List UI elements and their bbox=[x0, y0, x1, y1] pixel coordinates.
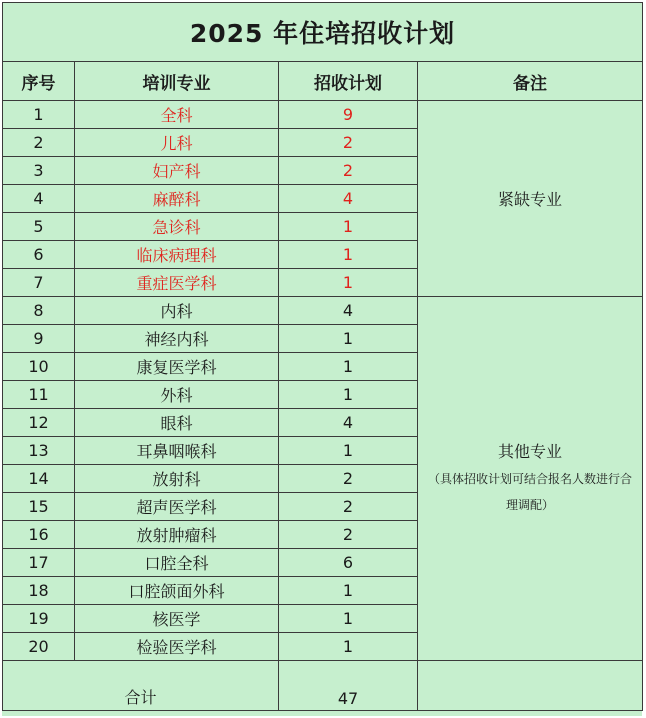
row-seq: 16 bbox=[3, 521, 75, 549]
note-other-majors bbox=[418, 297, 643, 661]
row-plan: 1 bbox=[279, 437, 418, 465]
row-plan: 1 bbox=[279, 633, 418, 661]
row-major: 放射科 bbox=[75, 465, 279, 493]
row-major: 核医学 bbox=[75, 605, 279, 633]
row-seq: 4 bbox=[3, 185, 75, 213]
row-seq: 5 bbox=[3, 213, 75, 241]
total-row bbox=[3, 661, 643, 711]
row-plan: 1 bbox=[279, 241, 418, 269]
row-seq: 14 bbox=[3, 465, 75, 493]
row-major: 内科 bbox=[75, 297, 279, 325]
row-major: 急诊科 bbox=[75, 213, 279, 241]
total-value: 47 bbox=[279, 661, 418, 711]
row-plan: 4 bbox=[279, 185, 418, 213]
header-note: 备注 bbox=[418, 62, 643, 101]
row-plan: 2 bbox=[279, 129, 418, 157]
row-major: 康复医学科 bbox=[75, 353, 279, 381]
row-major: 全科 bbox=[75, 101, 279, 129]
row-major: 眼科 bbox=[75, 409, 279, 437]
row-plan: 1 bbox=[279, 213, 418, 241]
row-seq: 15 bbox=[3, 493, 75, 521]
row-plan: 1 bbox=[279, 577, 418, 605]
row-plan: 2 bbox=[279, 157, 418, 185]
row-plan: 2 bbox=[279, 465, 418, 493]
note-label: 紧缺专业 bbox=[498, 190, 563, 209]
row-major: 检验医学科 bbox=[75, 633, 279, 661]
row-plan: 1 bbox=[279, 325, 418, 353]
row-plan: 6 bbox=[279, 549, 418, 577]
row-seq: 1 bbox=[3, 101, 75, 129]
header-seq: 序号 bbox=[3, 62, 75, 101]
header-plan: 招收计划 bbox=[279, 62, 418, 101]
row-major: 口腔全科 bbox=[75, 549, 279, 577]
row-major: 重症医学科 bbox=[75, 269, 279, 297]
row-seq: 7 bbox=[3, 269, 75, 297]
table-row bbox=[3, 297, 643, 325]
row-major: 临床病理科 bbox=[75, 241, 279, 269]
title-row bbox=[3, 3, 643, 62]
row-seq: 11 bbox=[3, 381, 75, 409]
row-major: 儿科 bbox=[75, 129, 279, 157]
row-plan: 1 bbox=[279, 353, 418, 381]
row-plan: 4 bbox=[279, 409, 418, 437]
table-title: 2025 年住培招收计划 bbox=[3, 3, 643, 62]
row-major: 麻醉科 bbox=[75, 185, 279, 213]
note-subtext: （具体招收计划可结合报名人数进行合理调配） bbox=[428, 472, 633, 512]
header-major: 培训专业 bbox=[75, 62, 279, 101]
row-seq: 17 bbox=[3, 549, 75, 577]
note-label: 其他专业 bbox=[498, 442, 563, 461]
row-major: 耳鼻咽喉科 bbox=[75, 437, 279, 465]
row-seq: 20 bbox=[3, 633, 75, 661]
table-row bbox=[3, 101, 643, 129]
header-row bbox=[3, 62, 643, 101]
row-seq: 13 bbox=[3, 437, 75, 465]
plan-sheet bbox=[2, 2, 642, 716]
row-major: 外科 bbox=[75, 381, 279, 409]
total-label: 合计 bbox=[3, 661, 279, 711]
row-major: 超声医学科 bbox=[75, 493, 279, 521]
recruitment-plan-table bbox=[2, 2, 643, 711]
row-seq: 8 bbox=[3, 297, 75, 325]
row-seq: 19 bbox=[3, 605, 75, 633]
row-plan: 1 bbox=[279, 605, 418, 633]
row-plan: 2 bbox=[279, 521, 418, 549]
row-seq: 18 bbox=[3, 577, 75, 605]
row-major: 放射肿瘤科 bbox=[75, 521, 279, 549]
row-plan: 4 bbox=[279, 297, 418, 325]
row-plan: 2 bbox=[279, 493, 418, 521]
row-seq: 9 bbox=[3, 325, 75, 353]
total-note-empty bbox=[418, 661, 643, 711]
row-seq: 3 bbox=[3, 157, 75, 185]
row-seq: 10 bbox=[3, 353, 75, 381]
row-plan: 1 bbox=[279, 381, 418, 409]
row-major: 口腔颌面外科 bbox=[75, 577, 279, 605]
row-seq: 6 bbox=[3, 241, 75, 269]
row-seq: 12 bbox=[3, 409, 75, 437]
row-plan: 9 bbox=[279, 101, 418, 129]
row-plan: 1 bbox=[279, 269, 418, 297]
row-major: 神经内科 bbox=[75, 325, 279, 353]
note-shortage-majors bbox=[418, 101, 643, 297]
row-seq: 2 bbox=[3, 129, 75, 157]
row-major: 妇产科 bbox=[75, 157, 279, 185]
